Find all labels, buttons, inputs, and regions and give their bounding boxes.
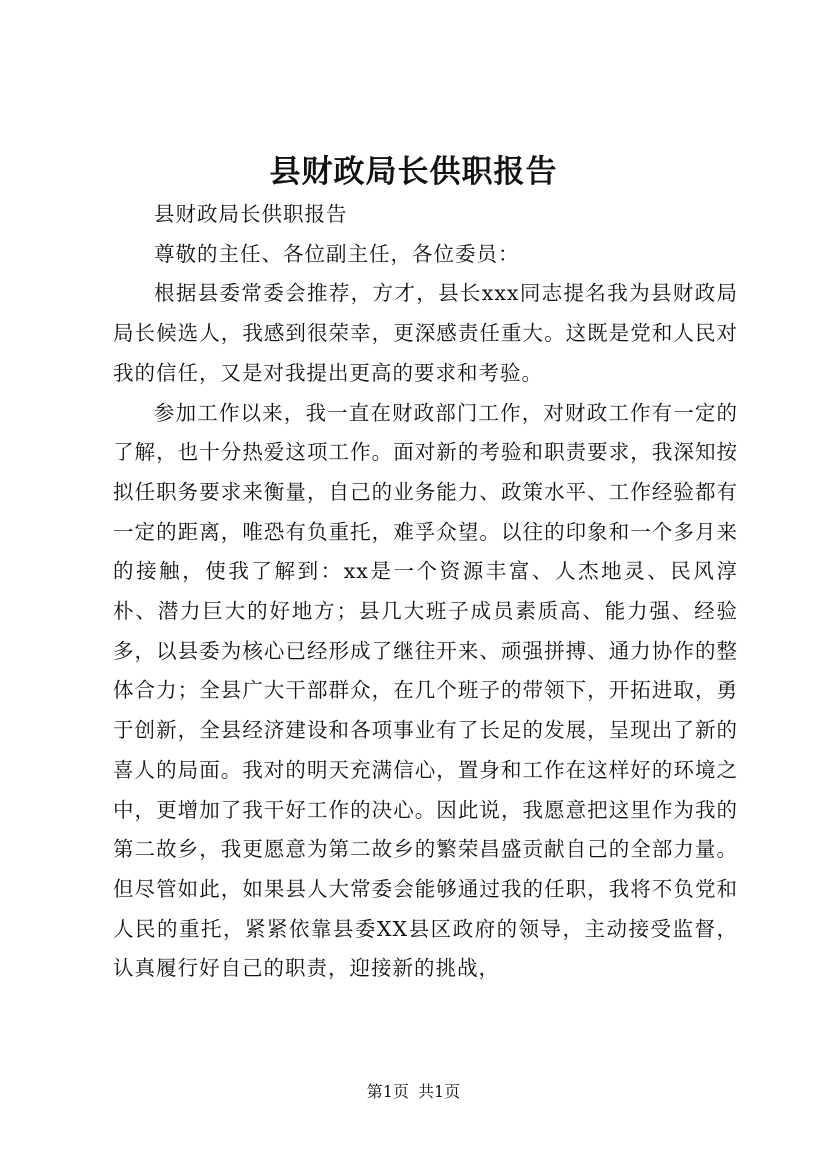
- page-footer: [0, 1079, 827, 1102]
- paragraph-salutation: 尊敬的主任、各位副主任，各位委员：: [154, 241, 520, 266]
- paragraph-heading: 县财政局长供职报告: [154, 202, 348, 226]
- document-body: [113, 195, 738, 989]
- paragraph-intro: 根据县委常委会推荐，方才，县长xxx同志提名我为县财政局局长候选人，我感到很荣幸，更深感责任重大。这既是党和人民对我的信任，又是对我提出更高的要求和考验。: [113, 281, 738, 385]
- document-title: 县财政局长供职报告: [269, 154, 558, 190]
- paragraph-main: 参加工作以来，我一直在财政部门工作，对财政工作有一定的了解，也十分热爱这项工作。面对新的考验和职责要求，我深知按拟任职务要求来衡量，自己的业务能力、政策水平、工作经验都有一定的距离，唯恐有负重托，难孚众望。以往的印象和一个多月来的接触，使我了解到：xx是一个资源丰富、人杰地灵、民风淳朴、潜力巨大的好地方；县几大班子成员素质高、能力强、经验多，以县委为核心已经形成了继往开来、顽强拼搏、通力协作的整体合力；全县广大干部群众，在几个班子的带领下，开拓进取，勇于创新，全县经济建设和各项事业有了长足的发展，呈现出了新的喜人的局面。我对的明天充满信心，置身和工作在这样好的环境之中，更增加了我干好工作的决心。因此说，我愿意把这里作为我的第二故乡，我更愿意为第二故乡的繁荣昌盛贡献自己的全部力量。但尽管如此，如果县人大常委会能够通过我的任职，我将不负党和人民的重托，紧紧依靠县委XX县区政府的领导，主动接受监督，认真履行好自己的职责，迎接新的挑战，: [113, 400, 738, 981]
- page-total: 共1页: [418, 1082, 461, 1101]
- page-number: 第1页: [366, 1082, 409, 1101]
